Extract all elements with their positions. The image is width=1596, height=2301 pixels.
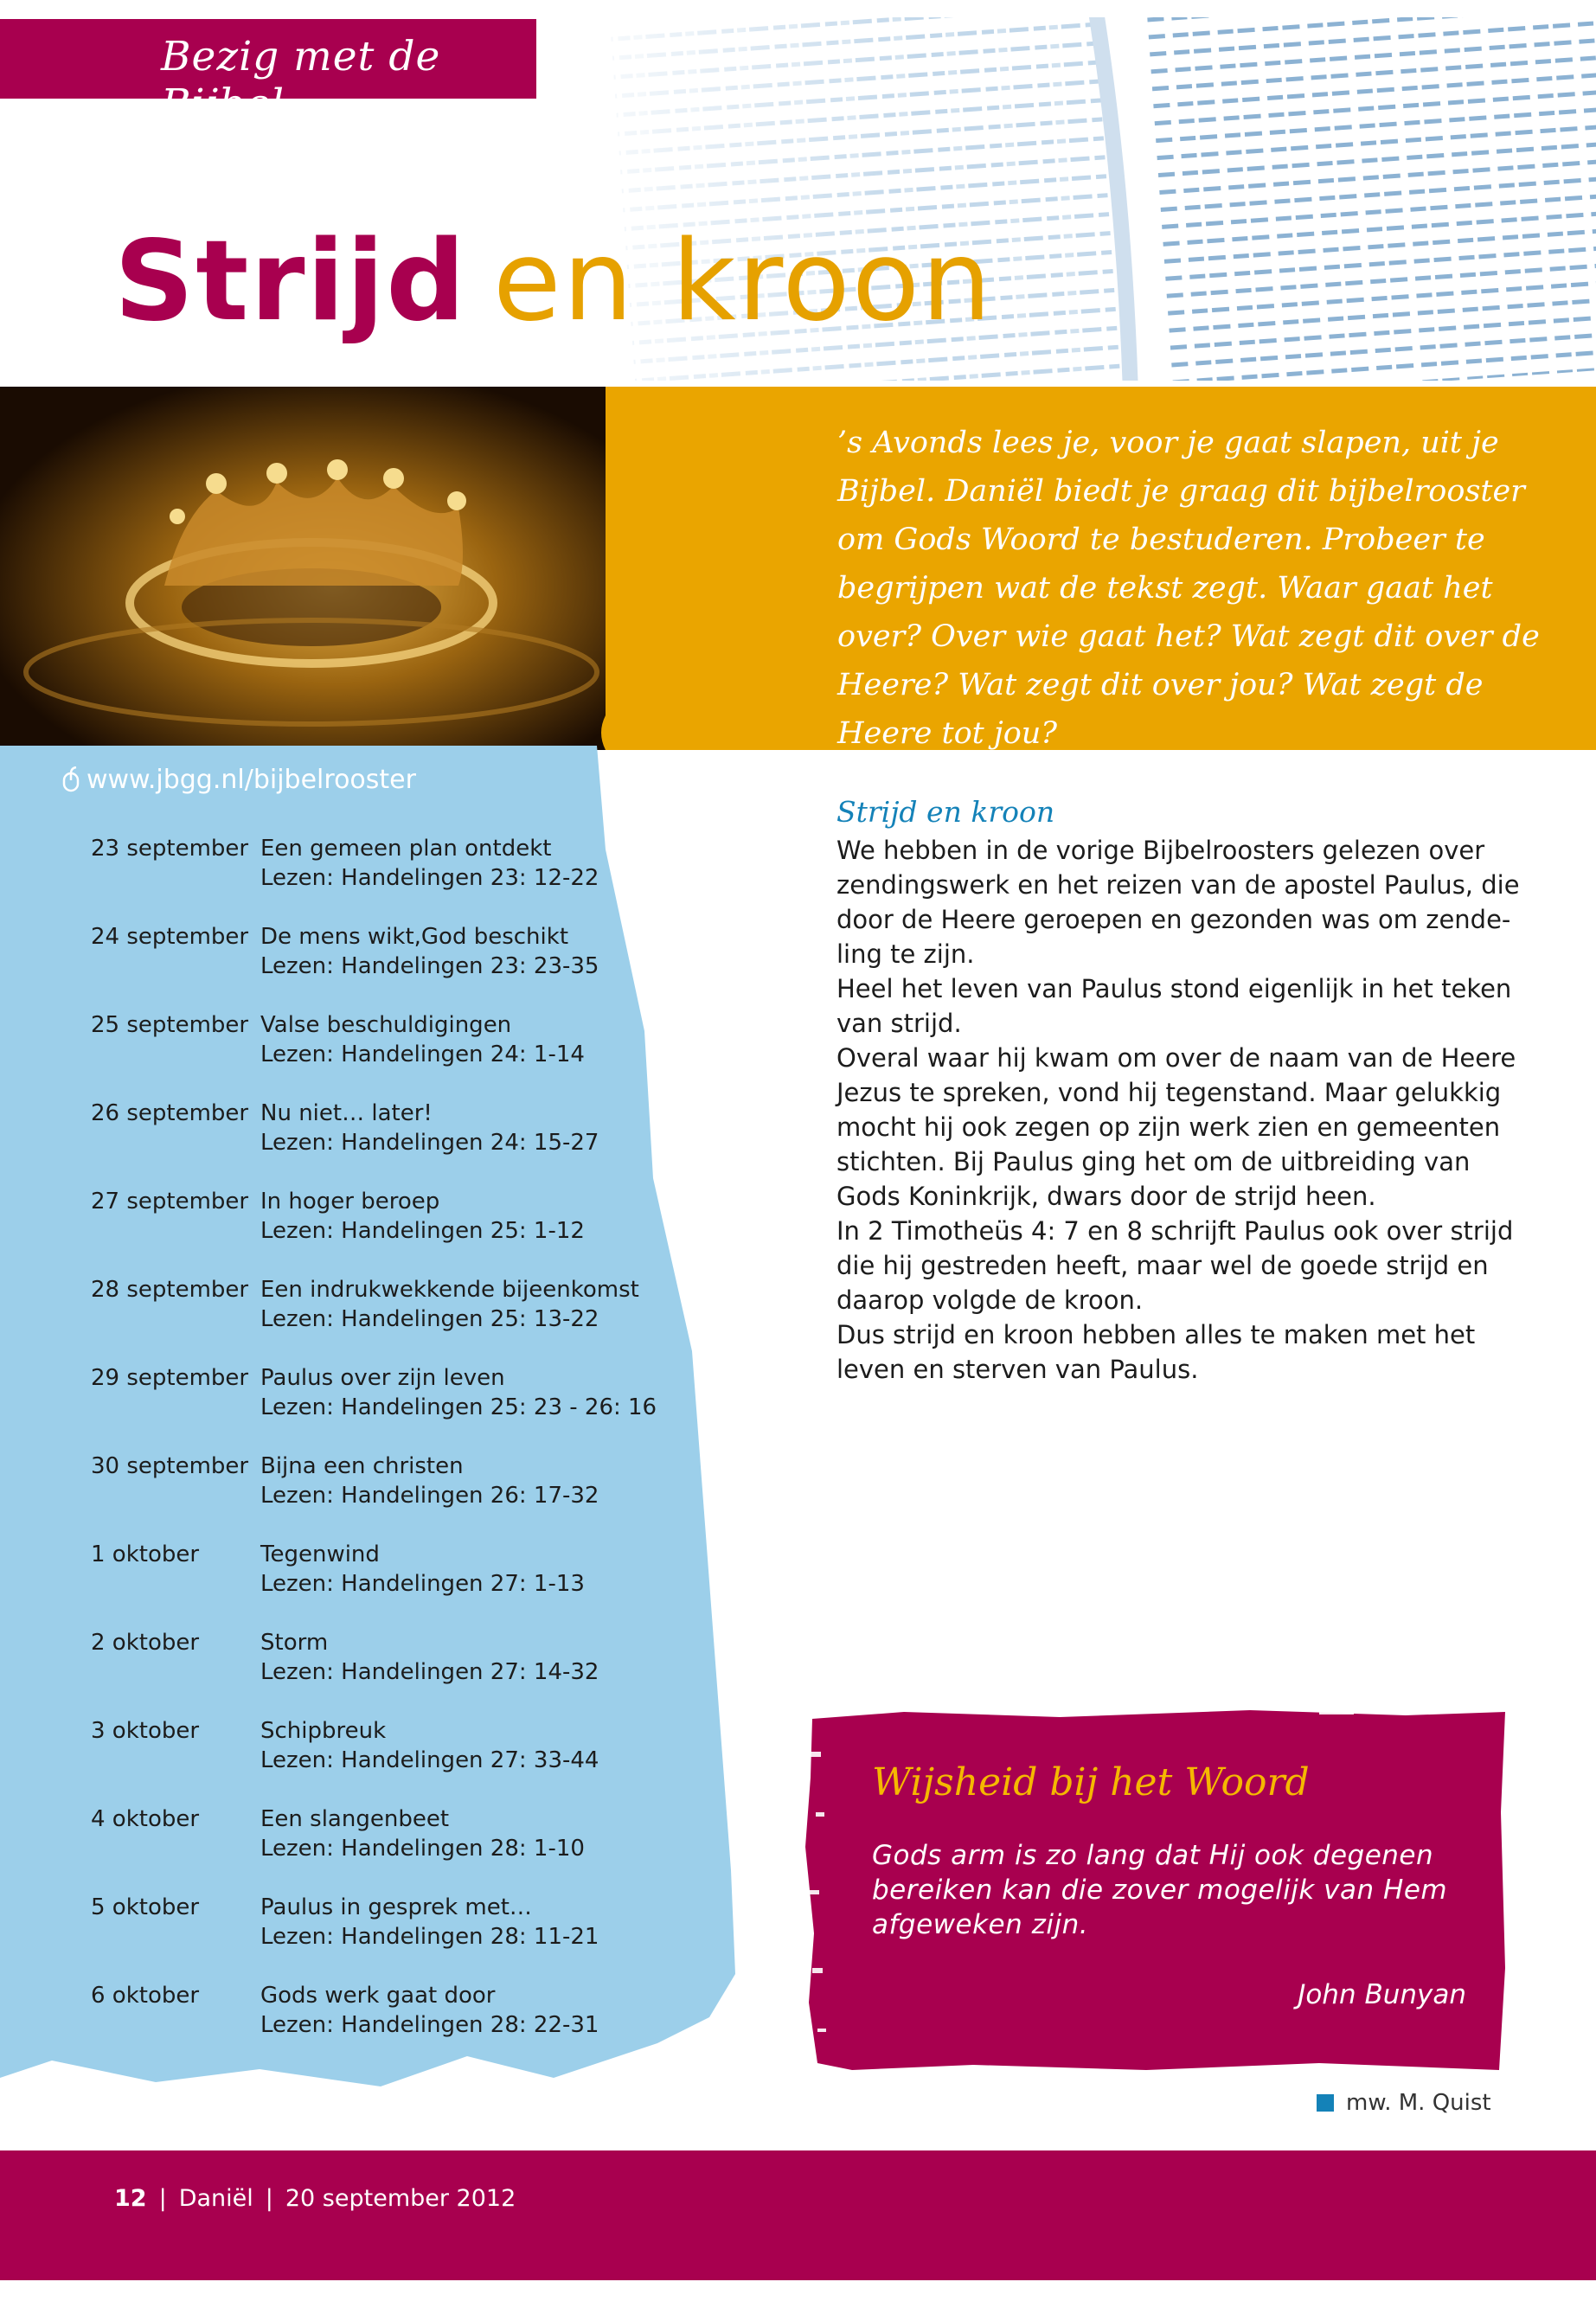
article-line: Jezus te spreken, vond hij tegenstand. Maar gelukkig: [836, 1078, 1502, 1107]
schedule-row: [91, 1275, 696, 1363]
mouse-icon: [62, 766, 81, 792]
article-line: Heel het leven van Paulus stond eigenlijk in het teken: [836, 974, 1512, 1003]
schedule-date: 4 oktober: [91, 1806, 200, 1832]
schedule-topic: Valse beschuldigingen: [260, 1012, 512, 1038]
schedule-reading: Lezen: Handelingen 23: 12-22: [260, 865, 599, 891]
schedule-date: 1 oktober: [91, 1541, 200, 1567]
square-bullet-icon: [1317, 2094, 1334, 2112]
schedule-row: [91, 1099, 696, 1187]
footer-text: [114, 2185, 516, 2212]
title-word-strijd: Strijd: [114, 217, 467, 346]
article-line: door de Heere geroepen en gezonden was om zende-: [836, 905, 1511, 934]
title-words-en-kroon: en kroon: [492, 217, 994, 346]
schedule-date: 24 september: [91, 924, 249, 950]
reading-schedule: [91, 834, 696, 2069]
article-line: leven en sterven van Paulus.: [836, 1355, 1199, 1384]
schedule-date: 29 september: [91, 1365, 249, 1391]
schedule-topic: Paulus over zijn leven: [260, 1365, 505, 1391]
magazine-name: Daniël: [178, 2185, 253, 2212]
schedule-row: [91, 1363, 696, 1452]
schedule-topic: Schipbreuk: [260, 1718, 387, 1744]
schedule-date: 2 oktober: [91, 1630, 200, 1656]
footer-separator: |: [265, 2185, 273, 2212]
schedule-date: 25 september: [91, 1012, 249, 1038]
schedule-row: [91, 1981, 696, 2069]
schedule-reading: Lezen: Handelingen 28: 11-21: [260, 1924, 599, 1950]
article-line: In 2 Timotheüs 4: 7 en 8 schrijft Paulus ook over strijd: [836, 1216, 1514, 1246]
article-line: Overal waar hij kwam om over de naam van de Heere: [836, 1043, 1516, 1073]
article-line: die hij gestreden heeft, maar wel de goede strijd en: [836, 1251, 1489, 1280]
schedule-topic: Bijna een christen: [260, 1453, 464, 1479]
schedule-topic: Paulus in gesprek met…: [260, 1894, 532, 1920]
article-line: van strijd.: [836, 1009, 962, 1038]
issue-date: 20 september 2012: [285, 2185, 516, 2212]
schedule-reading: Lezen: Handelingen 23: 23-35: [260, 953, 599, 979]
article-line: ling te zijn.: [836, 939, 975, 969]
schedule-reading: Lezen: Handelingen 27: 1-13: [260, 1571, 585, 1597]
schedule-reading: Lezen: Handelingen 25: 13-22: [260, 1306, 599, 1332]
article-line: zendingswerk en het reizen van de apostel Paulus, die: [836, 870, 1520, 900]
schedule-date: 30 september: [91, 1453, 249, 1479]
schedule-reading: Lezen: Handelingen 27: 14-32: [260, 1659, 599, 1685]
quote-author: John Bunyan: [1298, 1979, 1466, 2010]
schedule-topic: Storm: [260, 1630, 329, 1656]
quote-title: Wijsheid bij het Woord: [872, 1760, 1310, 1804]
schedule-date: 27 september: [91, 1189, 249, 1215]
footer-separator: |: [158, 2185, 167, 2212]
schedule-row: [91, 1010, 696, 1099]
schedule-date: 5 oktober: [91, 1894, 200, 1920]
schedule-date: 6 oktober: [91, 1983, 200, 2009]
section-tab: [0, 19, 536, 128]
schedule-reading: Lezen: Handelingen 28: 22-31: [260, 2012, 599, 2038]
schedule-row: [91, 1628, 696, 1716]
schedule-date: 28 september: [91, 1277, 249, 1303]
section-label: Bezig met de Bijbel: [161, 33, 441, 128]
schedule-row: [91, 1187, 696, 1275]
schedule-row: [91, 1452, 696, 1540]
quote-text: Gods arm is zo lang dat Hij ook degenen bereiken kan die zover mogelijk van Hem afgeweken zijn.: [872, 1840, 1448, 1940]
schedule-topic: Een slangenbeet: [260, 1806, 450, 1832]
schedule-reading: Lezen: Handelingen 24: 1-14: [260, 1042, 585, 1067]
intro-text: ’s Avonds lees je, voor je gaat slapen, uit je Bijbel. Daniël biedt je graag dit bijbelrooster om Gods Woord te bestuderen. Probeer te begrijpen wat de tekst zegt. Waar gaat het over? Over wie gaat het? Wat zegt dit over de Heere? Wat zegt dit over jou? Wat zegt de Heere tot jou?: [837, 426, 1540, 751]
schedule-date: 3 oktober: [91, 1718, 200, 1744]
footer-band: [0, 2150, 1596, 2280]
schedule-row: [91, 834, 696, 922]
schedule-reading: Lezen: Handelingen 24: 15-27: [260, 1130, 599, 1156]
schedule-reading: Lezen: Handelingen 25: 23 - 26: 16: [260, 1394, 657, 1420]
article-line: Gods Koninkrijk, dwars door de strijd heen.: [836, 1182, 1376, 1211]
article-line: mocht hij ook zegen op zijn werk zien en gemeenten: [836, 1112, 1501, 1142]
article-line: daarop volgde de kroon.: [836, 1285, 1144, 1315]
schedule-row: [91, 1540, 696, 1628]
schedule-row: [91, 1716, 696, 1804]
schedule-row: [91, 1804, 696, 1893]
schedule-reading: Lezen: Handelingen 27: 33-44: [260, 1747, 599, 1773]
page-number: 12: [114, 2185, 147, 2212]
schedule-topic: Een gemeen plan ontdekt: [260, 836, 552, 862]
schedule-reading: Lezen: Handelingen 26: 17-32: [260, 1483, 599, 1509]
schedule-reading: Lezen: Handelingen 28: 1-10: [260, 1836, 585, 1862]
byline-name: mw. M. Quist: [1346, 2090, 1491, 2116]
website-url: www.jbgg.nl/bijbelrooster: [87, 765, 416, 795]
article-line: Dus strijd en kroon hebben alles te maken met het: [836, 1320, 1476, 1349]
crown-splash-photo: [0, 387, 606, 750]
schedule-row: [91, 922, 696, 1010]
article: [836, 793, 1520, 1387]
website-link[interactable]: [87, 765, 416, 795]
schedule-reading: Lezen: Handelingen 25: 1-12: [260, 1218, 585, 1244]
byline: [1317, 2090, 1491, 2116]
schedule-topic: Tegenwind: [260, 1541, 380, 1567]
schedule-topic: In hoger beroep: [260, 1189, 440, 1215]
article-line: stichten. Bij Paulus ging het om de uitbreiding van: [836, 1147, 1471, 1176]
schedule-row: [91, 1893, 696, 1981]
schedule-topic: De mens wikt,God beschikt: [260, 924, 569, 950]
page-title: [114, 217, 994, 346]
schedule-topic: Nu niet… later!: [260, 1100, 433, 1126]
schedule-topic: Een indrukwekkende bijeenkomst: [260, 1277, 639, 1303]
article-line: We hebben in de vorige Bijbelroosters gelezen over: [836, 836, 1485, 865]
schedule-topic: Gods werk gaat door: [260, 1983, 496, 2009]
schedule-date: 23 september: [91, 836, 249, 862]
article-heading: Strijd en kroon: [836, 795, 1055, 829]
schedule-date: 26 september: [91, 1100, 249, 1126]
